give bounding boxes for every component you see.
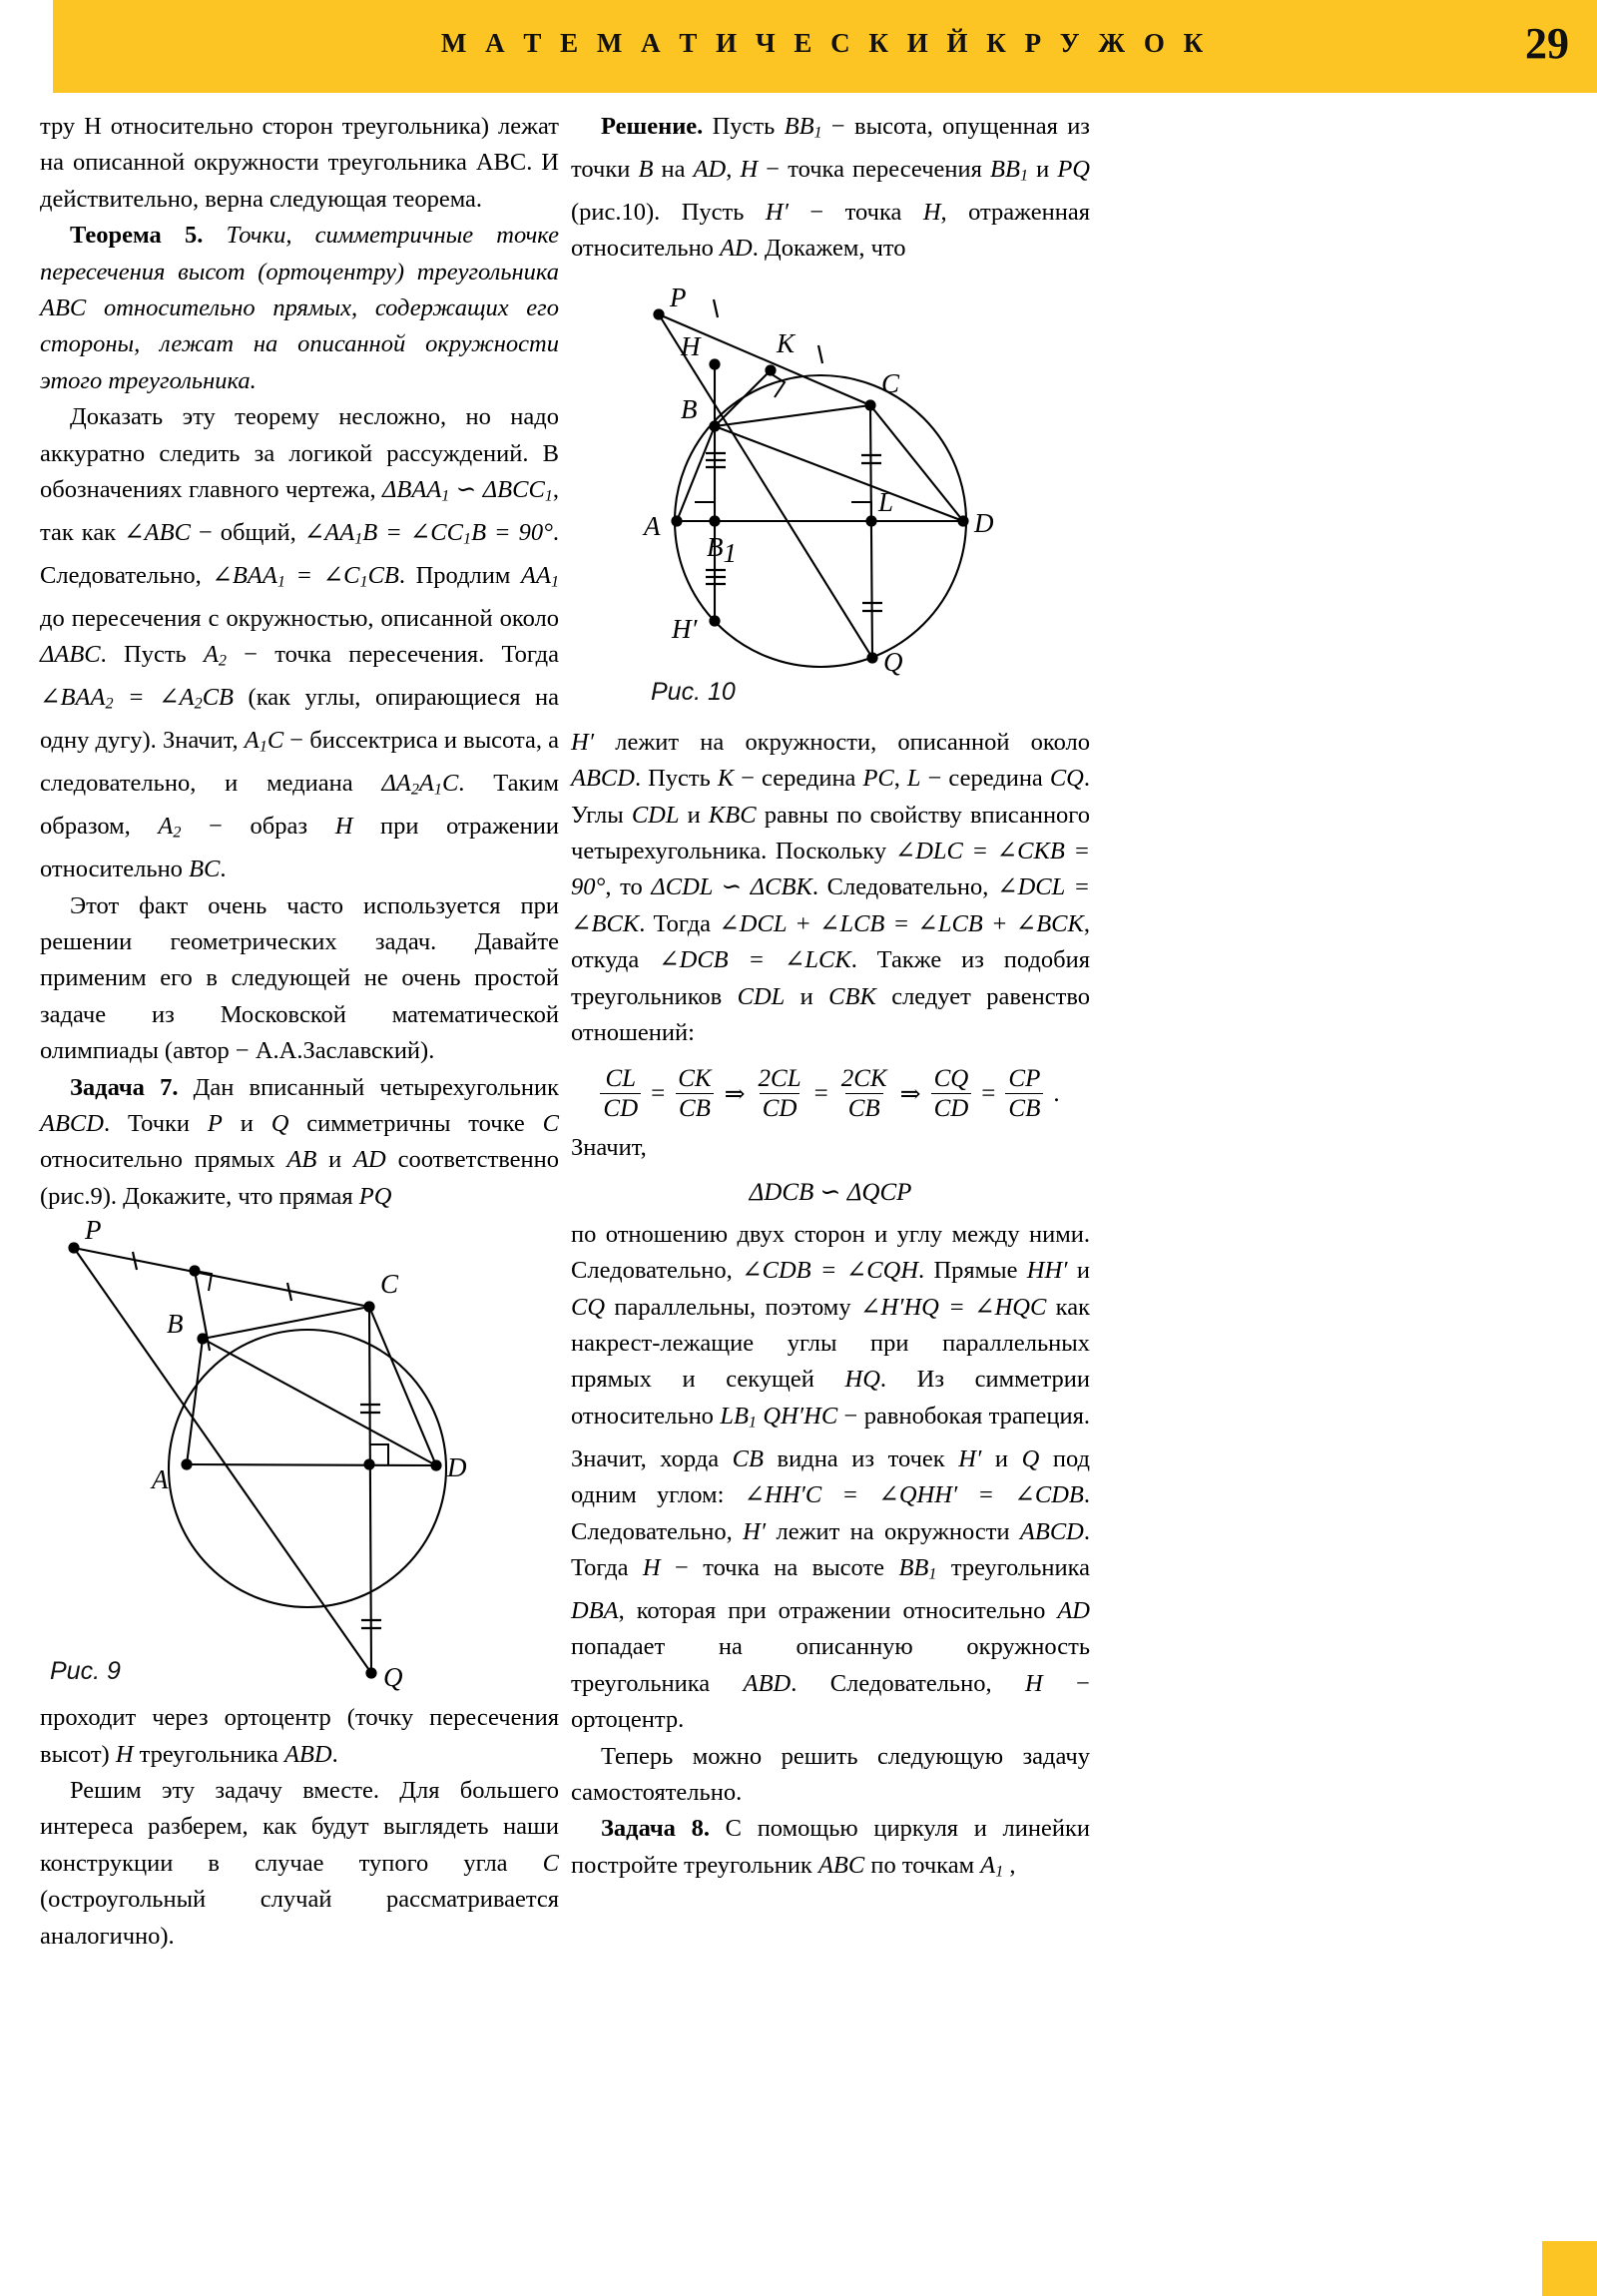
expr-abd-p3: ABD: [743, 1669, 792, 1697]
expr-dlc-ckb: ∠DLC = ∠CKB = 90°: [571, 837, 1090, 901]
task7-text-d: симметричны точке: [288, 1109, 543, 1137]
display-similarity: ΔDCB ∽ ΔQCP: [749, 1178, 912, 1206]
p3-text-n: . Тогда: [571, 1517, 1090, 1581]
label-B: B: [167, 1309, 184, 1340]
p2-text-j: . Следовательно,: [811, 873, 998, 901]
expr-abcd: ABCD: [40, 1109, 104, 1137]
expr-pq: PQ: [358, 1182, 392, 1210]
expr-bb1: $BB_1$: [784, 113, 822, 142]
task7-label: Задача 7.: [70, 1073, 179, 1101]
paragraph-text: тру H относительно сторон треугольника) лежат на описанной окружности треугольника ABC. И действительно, верна следующая теорема.: [40, 113, 559, 213]
proof-text-a: Доказать эту теорему несложно, но надо аккуратно следить за логикой рассуждений. В обозначениях главного чертежа,: [40, 403, 559, 504]
p2-text-h: равны по свойству вписанного четырехугольника. Поскольку: [571, 801, 1090, 864]
label-A-10: A: [644, 510, 661, 541]
operator-11: .: [1053, 1079, 1060, 1107]
p2-text-i: , то: [605, 873, 652, 901]
expr-cdl-p2: CDL: [631, 801, 680, 829]
expr-hp-p2: H′: [571, 728, 595, 756]
circumscribed-circle: [169, 1330, 446, 1607]
task8-text-c: ,: [1003, 1851, 1016, 1879]
task8-label: Задача 8.: [601, 1815, 710, 1843]
sol-text-d: ,: [726, 155, 741, 183]
expr-a1-t8: $A_1$: [980, 1851, 1004, 1881]
label-B1-10: B1: [707, 531, 737, 568]
expr-dcl-lcb-sum: ∠DCL + ∠LCB = ∠LCB + ∠BCK: [719, 909, 1084, 937]
p3-text-h: − равнобокая трапеция. Значит, хорда: [571, 1402, 1091, 1472]
label-Q: Q: [383, 1662, 403, 1693]
expr-triangle-a2a1c: $\Delta A_2A_1C$: [381, 770, 459, 799]
expr-abc-t8: ABC: [817, 1851, 865, 1879]
sol-text-c: на: [653, 155, 694, 183]
fraction-denominator: CD: [600, 1093, 641, 1122]
p2-text-b: . Пусть: [634, 765, 718, 793]
task7-text-c: и: [222, 1109, 271, 1137]
p3-text-d: параллельны, поэтому: [605, 1293, 860, 1321]
label-P-10: P: [670, 282, 687, 312]
expr-h-p3: H: [642, 1553, 661, 1581]
p2-text-a: лежит на окружности, описанной около: [594, 728, 1090, 756]
header-band: [53, 0, 1597, 93]
expr-pc-p2: PC: [862, 765, 894, 793]
expr-hp-p3b: H′: [743, 1517, 767, 1545]
fraction-2CL-over-CD: [756, 1065, 804, 1122]
fraction-denominator: CB: [676, 1093, 714, 1122]
figure-9-points: [68, 1243, 441, 1679]
label-C: C: [380, 1269, 399, 1300]
p3-text-i: видна из точек: [763, 1444, 959, 1472]
operator-9: =: [981, 1079, 996, 1107]
paragraph-orthocenter: [40, 1700, 559, 1773]
expr-abcd-p3: ABCD: [1019, 1517, 1084, 1545]
figure-9: [40, 1221, 559, 1700]
task8-text-b: по точкам: [864, 1851, 981, 1879]
label-C-10: C: [881, 367, 900, 398]
orth-text-b: треугольника: [133, 1740, 284, 1768]
expr-angle-abc: ∠ABC: [124, 519, 191, 547]
p3-text-r: попадает на описанную окружность треугольника: [571, 1633, 1090, 1697]
expr-h2: H: [922, 198, 941, 226]
fraction-CP-over-CB: [1005, 1065, 1043, 1122]
paragraph-lets-solve: [40, 1773, 559, 1955]
label-D-10: D: [974, 507, 994, 538]
p3-text-c: и: [1067, 1257, 1090, 1285]
figure-10-labels: [642, 283, 994, 677]
p2-text-d: ,: [893, 765, 907, 793]
expr-hhc-qhh-cdb: ∠HH′C = ∠QHH′ = ∠CDB: [744, 1481, 1084, 1509]
page-title: М А Т Е М А Т И Ч Е С К И Й К Р У Ж О К: [440, 28, 1210, 58]
p2-text-o: и: [785, 982, 829, 1010]
task7-text-b: . Точки: [103, 1109, 208, 1137]
expr-cdb-cqh: ∠CDB = ∠CQH: [742, 1257, 919, 1285]
left-column: [40, 109, 559, 1955]
figure-9-drawing: [40, 1221, 559, 1700]
p2-text-f: . Углы: [571, 765, 1090, 829]
proof-text-i: (как углы, опирающиеся на одну дугу). Значит,: [40, 684, 559, 755]
expr-k-p2: K: [717, 765, 735, 793]
fraction-denominator: CB: [845, 1093, 883, 1122]
expr-angles-90: $\angle AA_1B$ = $\angle CC_1B = 90^\circ$: [303, 519, 553, 548]
label-D: D: [447, 1452, 467, 1483]
theorem-5: [40, 218, 559, 399]
paragraph-conclusion: [571, 1217, 1090, 1739]
sol-text-i: − точка: [788, 198, 923, 226]
expr-ad-sol: AD: [693, 155, 727, 183]
expr-ad2: AD: [720, 235, 753, 263]
fraction-denominator: CD: [760, 1093, 800, 1122]
expr-bc: BC: [189, 856, 221, 883]
expr-q: Q: [270, 1109, 289, 1137]
expr-angle-baa2: $\angle BAA_2$ = $\angle A_2CB$: [40, 684, 235, 713]
fraction-2CK-over-CB: [838, 1065, 890, 1122]
operator-7: ⇒: [899, 1080, 921, 1108]
expr-triangle-abc: ΔABC: [40, 641, 101, 669]
expr-h-orth: H: [115, 1740, 134, 1768]
p3-text-s: . Следовательно,: [791, 1669, 1026, 1697]
expr-dcl-bck: ∠DCL = ∠BCK: [571, 873, 1090, 937]
figure-10: [571, 274, 1090, 706]
proof-text-j: − биссектриса и высота, а следовательно, и медиана: [40, 727, 559, 798]
figure-10-drawing: [571, 274, 1090, 703]
expr-h-sol: H: [740, 155, 759, 183]
task7-text-f: и: [316, 1146, 354, 1174]
proof-text-f: до пересечения с окружностью, описанной около: [40, 604, 559, 632]
proof-text-b: , так как: [40, 476, 559, 547]
znachit-text: Значит,: [571, 1134, 647, 1162]
tick-kc-10: [818, 345, 822, 363]
expr-cq-p3: CQ: [571, 1293, 606, 1321]
paragraph-hprime: [571, 725, 1090, 1052]
page-number: 29: [1525, 19, 1569, 68]
expr-dba: DBA: [571, 1596, 619, 1624]
p2-text-e: − середина: [920, 765, 1050, 793]
sol-text-e: − точка пересечения: [758, 155, 990, 183]
p2-text-p: следует равенство отношений:: [571, 982, 1090, 1046]
expr-cbk2: CBK: [828, 982, 876, 1010]
sol-text-a: Пусть: [703, 113, 785, 140]
solve-text-b: (остроугольный случай рассматривается аналогично).: [40, 1886, 559, 1950]
paragraph-intro: [40, 109, 559, 218]
fraction-numerator: CK: [678, 1065, 712, 1093]
expr-cb: CB: [732, 1444, 764, 1472]
fraction-chain: [571, 1065, 1090, 1122]
expr-cdl2: CDL: [737, 982, 786, 1010]
label-B-10: B: [681, 393, 698, 424]
proof-text-l: − образ: [181, 813, 335, 841]
fraction-numerator: CP: [1008, 1065, 1041, 1093]
page-content: [0, 93, 1597, 2296]
task7-text-g: соответственно (рис.9). Докажите, что прямая: [40, 1146, 559, 1210]
label-A: A: [152, 1464, 169, 1495]
paragraph-next-task: [571, 1739, 1090, 1812]
expr-qhhc: QH′HC: [763, 1402, 838, 1430]
label-K-10: K: [777, 327, 796, 358]
expr-h-prime: H′: [765, 198, 789, 226]
label-Q-10: Q: [883, 646, 903, 677]
expr-l-p2: L: [906, 765, 921, 793]
expr-ad: AD: [353, 1146, 386, 1174]
expr-aa1: $AA_1$: [521, 561, 560, 591]
operator-1: =: [651, 1079, 666, 1107]
expr-hh-prime: HH′: [1026, 1257, 1068, 1285]
expr-pq-sol: PQ: [1057, 155, 1090, 183]
operator-3: ⇒: [724, 1080, 746, 1108]
expr-h-p3b: H: [1025, 1669, 1043, 1697]
proof-text-h: − точка пересечения. Тогда: [227, 641, 559, 669]
theorem-statement: Точки, симметричные точке пересечения высот (ортоцентру) треугольника ABC относительно прямых, содержащих его стороны, лежат на описанной окружности этого треугольника.: [40, 222, 559, 394]
fraction-numerator: CL: [605, 1065, 637, 1093]
expr-ab: AB: [286, 1146, 317, 1174]
expr-h: H: [334, 813, 353, 841]
proof-text-d: . Следовательно,: [40, 519, 560, 589]
sol-text-f: и: [1028, 155, 1058, 183]
proof-text-g: . Пусть: [100, 641, 204, 669]
expr-dcb-lck: ∠DCB = ∠LCK: [659, 946, 851, 974]
fraction-numerator: 2CK: [840, 1065, 887, 1093]
expr-angle-c: C: [542, 1849, 559, 1877]
expr-p: P: [207, 1109, 223, 1137]
paragraph-proof: [40, 399, 559, 887]
proof-text-m: при отражении относительно: [40, 813, 559, 883]
theorem-label: Теорема 5.: [70, 222, 204, 250]
expr-b-point: B: [638, 155, 654, 183]
task8-text-a: С помощью циркуля и линейки постройте треугольник: [571, 1815, 1090, 1879]
expr-c: C: [542, 1109, 559, 1137]
expr-abcd-p2: ABCD: [571, 765, 635, 793]
fraction-CL-over-CD: [600, 1065, 641, 1122]
sol-text-j: , отраженная относительно: [571, 198, 1090, 263]
p3-text-m: лежит на окружности: [766, 1517, 1020, 1545]
proof-text-c: − общий,: [190, 519, 304, 547]
expr-angle-equality: $\angle BAA_1$ = $\angle C_1CB$: [212, 561, 399, 591]
p2-text-g: и: [679, 801, 709, 829]
p2-text-l2: . Тогда: [639, 909, 720, 937]
label-H-10: H: [681, 330, 701, 361]
p3-text-e: как накрест-лежащие углы при параллельных прямых и секущей: [571, 1293, 1090, 1394]
expr-hhq-hqc: ∠H′HQ = ∠HQC: [859, 1293, 1047, 1321]
expr-abd: ABD: [283, 1740, 332, 1768]
expr-lb1: $LB_1$: [720, 1402, 757, 1432]
p2-text-c: − середина: [734, 765, 863, 793]
solution-label: Решение.: [601, 113, 704, 140]
expr-bb1-p3: $BB_1$: [898, 1553, 937, 1583]
paragraph-application: [40, 888, 559, 1070]
expr-hq: HQ: [844, 1366, 880, 1394]
expr-hp-p3: H′: [958, 1444, 982, 1472]
expr-a2-b: $A_2$: [158, 813, 182, 842]
label-P: P: [85, 1221, 102, 1246]
expr-q-p3: Q: [1021, 1444, 1040, 1472]
orth-text-a: проходит через ортоцентр (точку пересечения высот): [40, 1704, 559, 1768]
p2-text-m: , откуда: [571, 909, 1090, 974]
expr-ad-p3: AD: [1057, 1596, 1090, 1624]
solution-paragraph: [571, 109, 1090, 268]
label-L-10: L: [878, 486, 894, 517]
figure-9-caption: Рис. 9: [50, 1657, 121, 1686]
p3-text-o: − точка на высоте: [660, 1553, 899, 1581]
sol-text-g: (рис.10). Пусть: [571, 198, 766, 226]
p3-text-a: по отношению двух сторон и углу между ними. Следовательно,: [571, 1220, 1090, 1285]
orth-text-c: .: [331, 1740, 338, 1768]
task7-text-a: Дан вписанный четырехугольник: [178, 1073, 559, 1101]
expr-cq-p2: CQ: [1049, 765, 1084, 793]
fraction-CQ-over-CD: [931, 1065, 972, 1122]
fraction-CK-over-CB: [675, 1065, 714, 1122]
application-text: Этот факт очень часто используется при решении геометрических задач. Давайте применим его в следующей не очень простой задаче из Московской математической олимпиады (автор − А.А.Заславский).: [40, 891, 559, 1065]
p3-text-l: . Следовательно,: [571, 1481, 1090, 1545]
task7-text-e: относительно прямых: [40, 1146, 287, 1174]
p3-text-b: . Прямые: [918, 1257, 1027, 1285]
proof-text-n: .: [220, 856, 227, 883]
p3-text-k: под одним углом:: [571, 1444, 1090, 1509]
fraction-numerator: CQ: [933, 1065, 969, 1093]
figure-10-points: [653, 308, 968, 663]
p2-text-n: . Также из подобия треугольников: [571, 946, 1090, 1010]
fraction-numerator: 2CL: [758, 1065, 801, 1093]
task-7: [40, 1070, 559, 1216]
tick-pk-10: [714, 299, 718, 317]
figure-10-caption: Рис. 10: [651, 677, 736, 706]
sol-text-k: . Докажем, что: [752, 235, 906, 263]
sol-text-b: − высота, опущенная из точки: [571, 113, 1090, 183]
expr-a2: $A_2$: [203, 641, 227, 670]
p3-text-p: треугольника: [936, 1553, 1090, 1581]
solve-text-a: Решим эту задачу вместе. Для большего интереса разберем, как будут выглядеть наши конструкции в случае тупого угла: [40, 1776, 559, 1877]
fraction-denominator: CD: [931, 1093, 972, 1122]
p3-text-q: , которая при отражении относительно: [618, 1596, 1058, 1624]
label-H-prime-10: H′: [672, 613, 698, 644]
proof-text-k: . Таким образом,: [40, 770, 559, 841]
expr-a1c: $A_1C$: [244, 727, 284, 756]
p3-text-j: и: [981, 1444, 1022, 1472]
p3-text-f: . Из симметрии относительно: [571, 1366, 1091, 1430]
right-column: [571, 109, 1090, 1891]
znachit-line: [571, 1130, 1090, 1166]
figure-9-labels: [84, 1221, 467, 1692]
expr-kbc-p2: KBC: [708, 801, 757, 829]
next-task-text: Теперь можно решить следующую задачу самостоятельно.: [571, 1742, 1090, 1806]
operator-5: =: [813, 1079, 828, 1107]
p3-text-t: − ортоцентр.: [571, 1669, 1090, 1734]
task-8: [571, 1811, 1090, 1890]
expr-cdl-sim-cbk: ΔCDL ∽ ΔCBK: [651, 873, 812, 901]
expr-baa1-simeq: $\Delta BAA_1$ ∽ $\Delta BCC_1$: [382, 476, 553, 505]
fraction-denominator: CB: [1005, 1093, 1043, 1122]
proof-text-e: . Продлим: [398, 561, 521, 589]
expr-bb1-b: $BB_1$: [990, 155, 1029, 185]
